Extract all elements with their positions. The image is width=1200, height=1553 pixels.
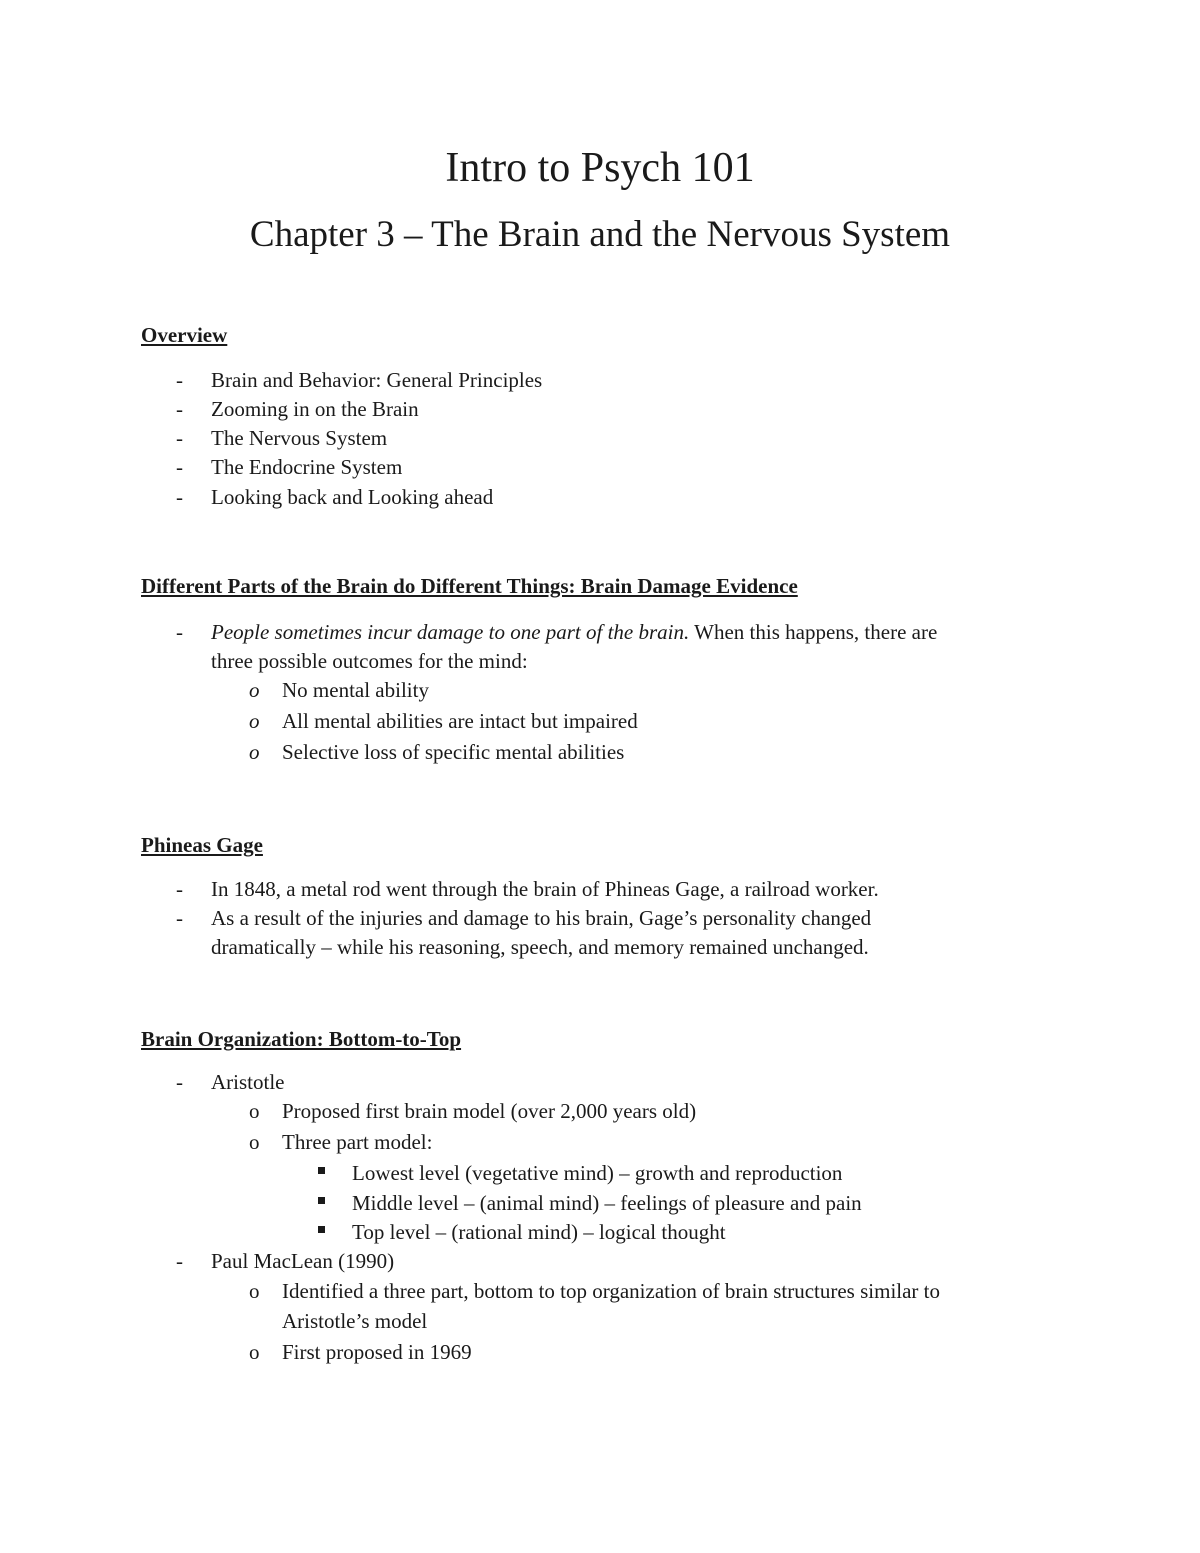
dash-bullet: - — [176, 1070, 183, 1094]
dash-bullet: - — [176, 485, 183, 509]
phineas-gage-heading: Phineas Gage — [141, 833, 263, 857]
document-title: Intro to Psych 101 — [445, 145, 755, 191]
overview-item: Looking back and Looking ahead — [211, 485, 494, 509]
aristotle-sub-item: Proposed first brain model (over 2,000 years old) — [282, 1099, 697, 1123]
circle-bullet: o — [249, 1099, 260, 1123]
circle-bullet: o — [249, 1340, 260, 1364]
maclean-sub-item-continuation: Aristotle’s model — [282, 1309, 428, 1333]
brain-organization-heading: Brain Organization: Bottom-to-Top — [141, 1027, 462, 1051]
dash-bullet: - — [176, 620, 183, 644]
overview-item: The Endocrine System — [211, 455, 403, 479]
dash-bullet: - — [176, 1249, 183, 1273]
dash-bullet: - — [176, 368, 183, 392]
outcome-item: No mental ability — [282, 678, 429, 702]
level-item: Middle level – (animal mind) – feelings of pleasure and pain — [352, 1191, 862, 1215]
square-bullet-icon — [318, 1226, 325, 1233]
aristotle-sub-item: Three part model: — [282, 1130, 433, 1154]
brain-damage-heading: Different Parts of the Brain do Different Things: Brain Damage Evidence — [141, 574, 798, 598]
circle-bullet: o — [249, 740, 260, 764]
circle-bullet: o — [249, 709, 260, 733]
outcome-item: Selective loss of specific mental abilities — [282, 740, 625, 764]
circle-bullet: o — [249, 1279, 260, 1303]
circle-bullet: o — [249, 1130, 260, 1154]
circle-bullet: o — [249, 678, 260, 702]
maclean-sub-item: First proposed in 1969 — [282, 1340, 472, 1364]
level-item: Lowest level (vegetative mind) – growth and reproduction — [352, 1161, 843, 1185]
dash-bullet: - — [176, 426, 183, 450]
phineas-item-continuation: dramatically – while his reasoning, speech, and memory remained unchanged. — [211, 935, 869, 959]
dash-bullet: - — [176, 906, 183, 930]
overview-item: Brain and Behavior: General Principles — [211, 368, 543, 392]
brain-damage-item — [211, 619, 937, 645]
document-subtitle: Chapter 3 – The Brain and the Nervous System — [249, 214, 951, 255]
dash-bullet: - — [176, 877, 183, 901]
overview-item: Zooming in on the Brain — [211, 397, 419, 421]
overview-heading: Overview — [141, 323, 228, 347]
brain-damage-item-continuation: three possible outcomes for the mind: — [211, 649, 528, 673]
square-bullet-icon — [318, 1167, 325, 1174]
phineas-item: As a result of the injuries and damage to his brain, Gage’s personality changed — [211, 906, 872, 930]
maclean-item: Paul MacLean (1990) — [211, 1249, 395, 1273]
maclean-sub-item: Identified a three part, bottom to top organization of brain structures similar to — [282, 1279, 941, 1303]
outcome-item: All mental abilities are intact but impaired — [282, 709, 638, 733]
square-bullet-icon — [318, 1197, 325, 1204]
dash-bullet: - — [176, 397, 183, 421]
brain-damage-item-italic: People sometimes incur damage to one part of the brain. — [211, 620, 690, 644]
brain-damage-item-rest: When this happens, there are — [689, 620, 938, 644]
aristotle-item: Aristotle — [211, 1070, 285, 1094]
overview-item: The Nervous System — [211, 426, 388, 450]
dash-bullet: - — [176, 455, 183, 479]
phineas-item: In 1848, a metal rod went through the brain of Phineas Gage, a railroad worker. — [211, 877, 879, 901]
level-item: Top level – (rational mind) – logical thought — [352, 1220, 726, 1244]
